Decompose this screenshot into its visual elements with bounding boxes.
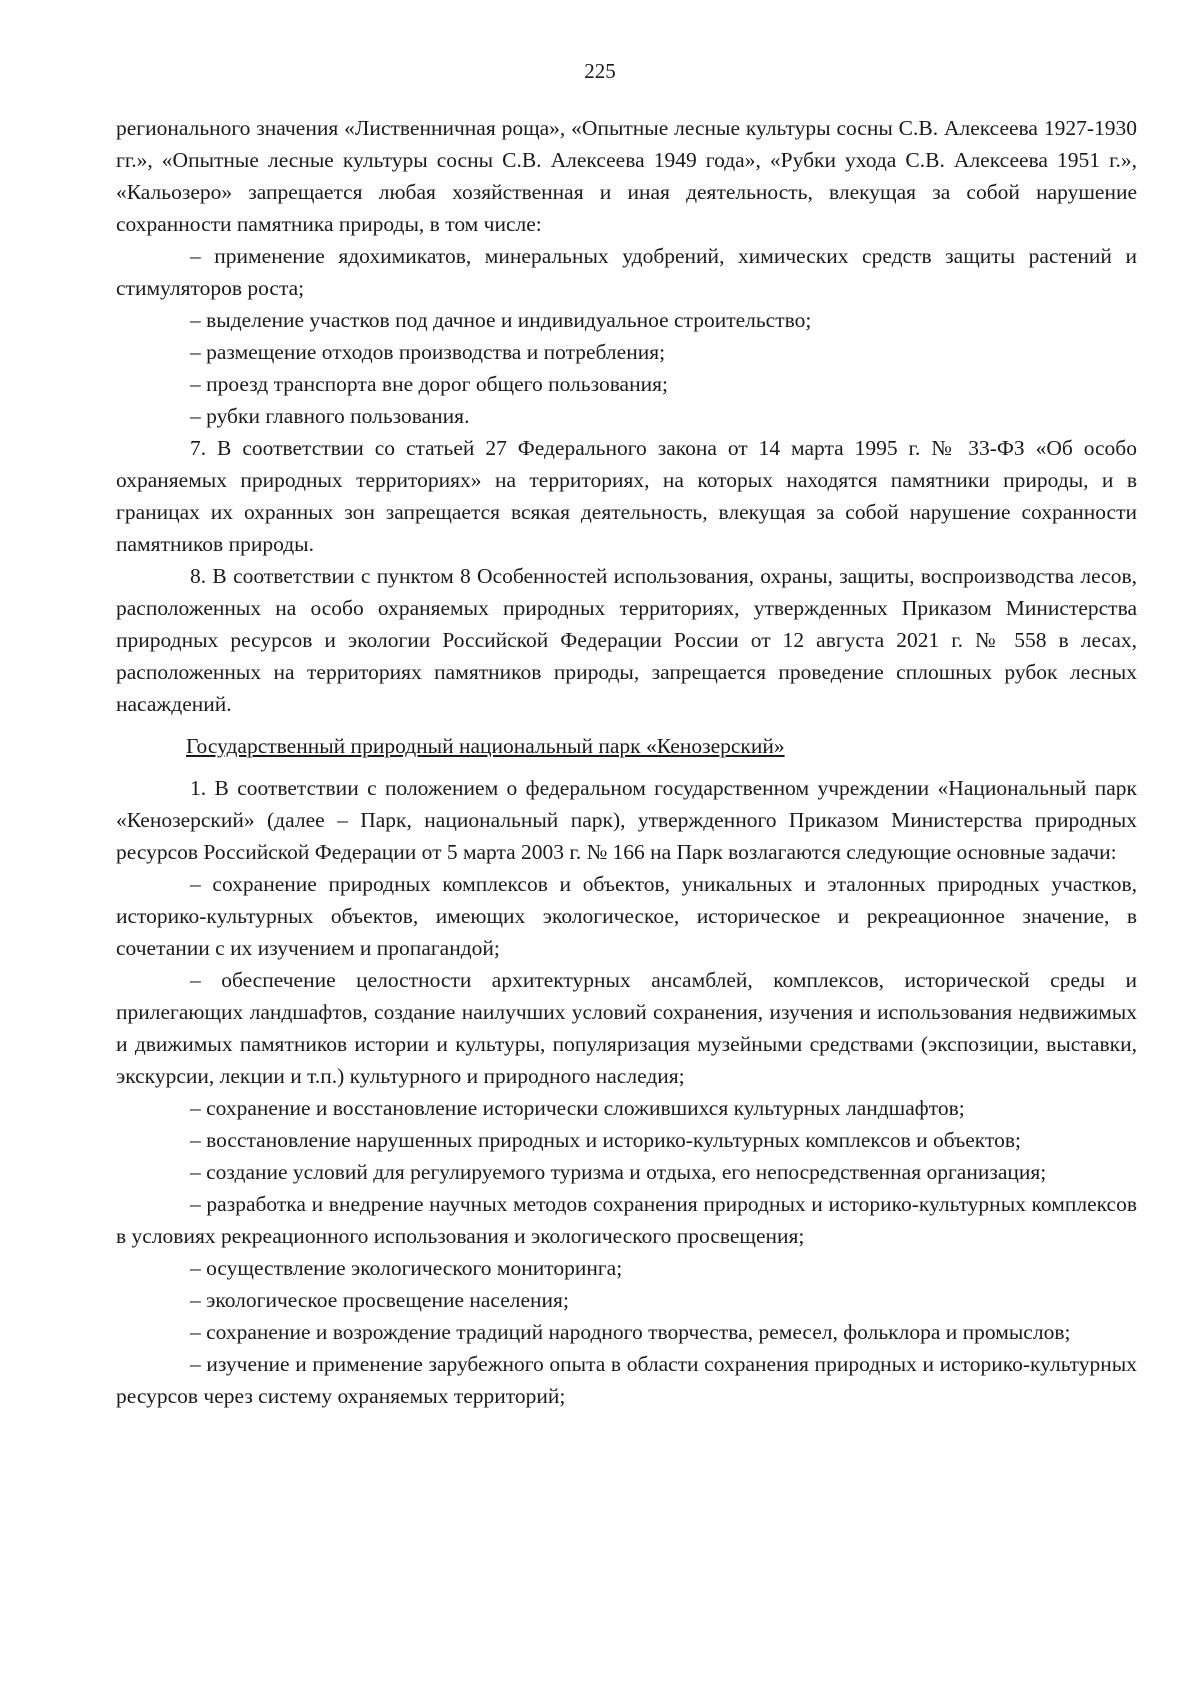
- prohibition-item: – размещение отходов производства и потребления;: [190, 340, 666, 364]
- numbered-paragraph-7: 7. В соответствии со статьей 27 Федерального закона от 14 марта 1995 г. № 33-ФЗ «Об особо охраняемых природных территориях» на территориях, на которых находятся памятники природы, и в границах их охранных зон запрещается всякая деятельность, влекущая за собой нарушение сохранности памятников природы.: [116, 436, 1137, 556]
- park-paragraph-1: 1. В соответствии с положением о федеральном государственном учреждении «Национальный парк «Кенозерский» (далее – Парк, национальный парк), утвержденного Приказом Министерства природных ресурсов Российской Федерации от 5 марта 2003 г. № 166 на Парк возлагаются следующие основные задачи:: [116, 776, 1137, 864]
- park-task-item: – сохранение и возрождение традиций народного творчества, ремесел, фольклора и промыслов;: [190, 1320, 1071, 1344]
- park-task-item: – сохранение природных комплексов и объектов, уникальных и эталонных природных участков, историко-культурных объектов, имеющих экологическое, историческое и рекреационное значение, в сочетании с их изучением и пропагандой;: [116, 872, 1137, 960]
- opening-paragraph: регионального значения «Лиственничная роща», «Опытные лесные культуры сосны С.В. Алексеева 1927-1930 гг.», «Опытные лесные культуры сосны С.В. Алексеева 1949 года», «Рубки ухода С.В. Алексеева 1951 г.», «Кальозеро» запрещается любая хозяйственная и иная деятельность, влекущая за собой нарушение сохранности памятника природы, в том числе:: [116, 116, 1137, 236]
- document-body: [116, 112, 1137, 1412]
- numbered-paragraph-8: 8. В соответствии с пунктом 8 Особенностей использования, охраны, защиты, воспроизводства лесов, расположенных на особо охраняемых природных территориях, утвержденных Приказом Министерства природных ресурсов и экологии Российской Федерации России от 12 августа 2021 г. № 558 в лесах, расположенных на территориях памятников природы, запрещается проведение сплошных рубок лесных насаждений.: [116, 564, 1137, 716]
- prohibition-item: – рубки главного пользования.: [190, 404, 470, 428]
- page-number: 225: [584, 59, 616, 83]
- park-task-item: – осуществление экологического мониторинга;: [190, 1256, 623, 1280]
- park-task-item: – обеспечение целостности архитектурных ансамблей, комплексов, исторической среды и прилегающих ландшафтов, создание наилучших условий сохранения, изучения и использования недвижимых и движимых памятников истории и культуры, популяризация музейными средствами (экспозиции, выставки, экскурсии, лекции и т.п.) культурного и природного наследия;: [116, 968, 1137, 1088]
- section-heading: [116, 730, 1137, 762]
- prohibition-item: – проезд транспорта вне дорог общего пользования;: [190, 372, 668, 396]
- park-task-item: – изучение и применение зарубежного опыта в области сохранения природных и историко-культурных ресурсов через систему охраняемых территорий;: [116, 1352, 1137, 1408]
- prohibition-item: – выделение участков под дачное и индивидуальное строительство;: [190, 308, 812, 332]
- park-task-item: – экологическое просвещение населения;: [190, 1288, 569, 1312]
- park-task-item: – разработка и внедрение научных методов сохранения природных и историко-культурных комплексов в условиях рекреационного использования и экологического просвещения;: [116, 1192, 1137, 1248]
- prohibition-item: – применение ядохимикатов, минеральных удобрений, химических средств защиты растений и стимуляторов роста;: [116, 244, 1137, 300]
- park-task-item: – сохранение и восстановление исторически сложившихся культурных ландшафтов;: [190, 1096, 965, 1120]
- section-heading-text: Государственный природный национальный парк «Кенозерский»: [186, 734, 785, 758]
- park-task-item: – восстановление нарушенных природных и историко-культурных комплексов и объектов;: [190, 1128, 1021, 1152]
- park-task-item: – создание условий для регулируемого туризма и отдыха, его непосредственная организация;: [190, 1160, 1047, 1184]
